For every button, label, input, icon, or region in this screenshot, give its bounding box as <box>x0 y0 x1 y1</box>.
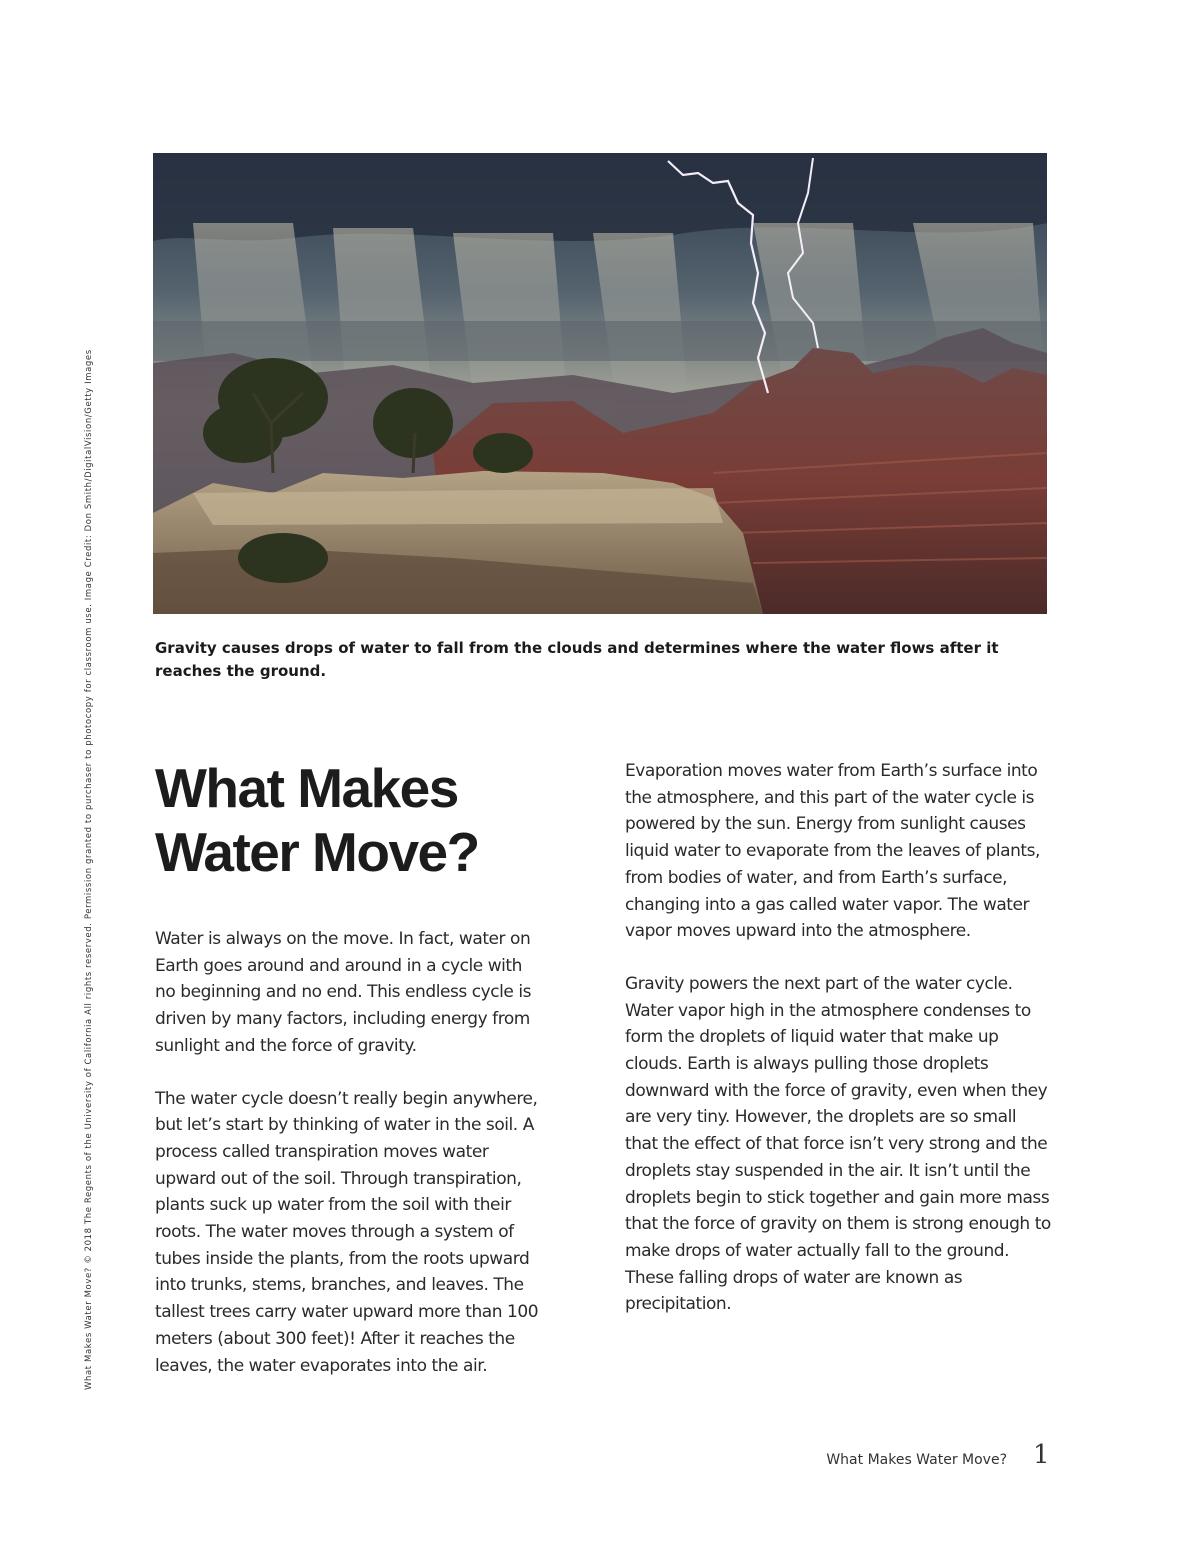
paragraph: The water cycle doesn’t really begin anywhere, but let’s start by thinking of water in the soil. A process called transpiration moves water upward out of the soil. Through transpiration, plants suck up water from the soil with their roots. The water moves through a system of tubes inside the plants, from the roots upward into trunks, stems, branches, and leaves. The tallest trees carry water upward more than 100 meters (about 300 feet)! After it reaches the leaves, the water evaporates into the air. <box>155 1088 539 1376</box>
page-number: 1 <box>1033 1440 1050 1470</box>
photo-caption: Gravity causes drops of water to fall from the clouds and determines where the water flows after it reaches the ground. <box>155 639 999 680</box>
paragraph: Gravity powers the next part of the water cycle. Water vapor high in the atmosphere condenses to form the droplets of liquid water that make up clouds. Earth is always pulling those droplets downward with the force of gravity, even when they are very tiny. However, the droplets are so small that the effect of that force isn’t very strong and the droplets stay suspended in the air. It isn’t until the droplets begin to stick together and gain more mass that the force of gravity on them is strong enough to make drops of water actually fall to the ground. These falling drops of water are known as precipitation. <box>625 973 1051 1315</box>
paragraph: Water is always on the move. In fact, water on Earth goes around and around in a cycle with no beginning and no end. This endless cycle is driven by many factors, including energy from sunlight and the force of gravity. <box>155 929 532 1056</box>
left-column <box>155 926 547 1405</box>
footer-title: What Makes Water Move? <box>826 1452 1007 1468</box>
image-credit: What Makes Water Move? © 2018 The Regents of the University of California All rights reserved. Permission granted to purchaser to photocopy for classroom use. Image Credit: Don Smith/DigitalVision/Getty Images <box>84 349 94 1390</box>
canyon-storm-photo <box>153 153 1047 614</box>
right-column <box>625 758 1053 1344</box>
paragraph: Evaporation moves water from Earth’s surface into the atmosphere, and this part of the water cycle is powered by the sun. Energy from sunlight causes liquid water to evaporate from the leaves of plants, from bodies of water, and from Earth’s surface, changing into a gas called water vapor. The water vapor moves upward into the atmosphere. <box>625 761 1040 942</box>
page-title: What Makes Water Move? <box>155 757 479 883</box>
